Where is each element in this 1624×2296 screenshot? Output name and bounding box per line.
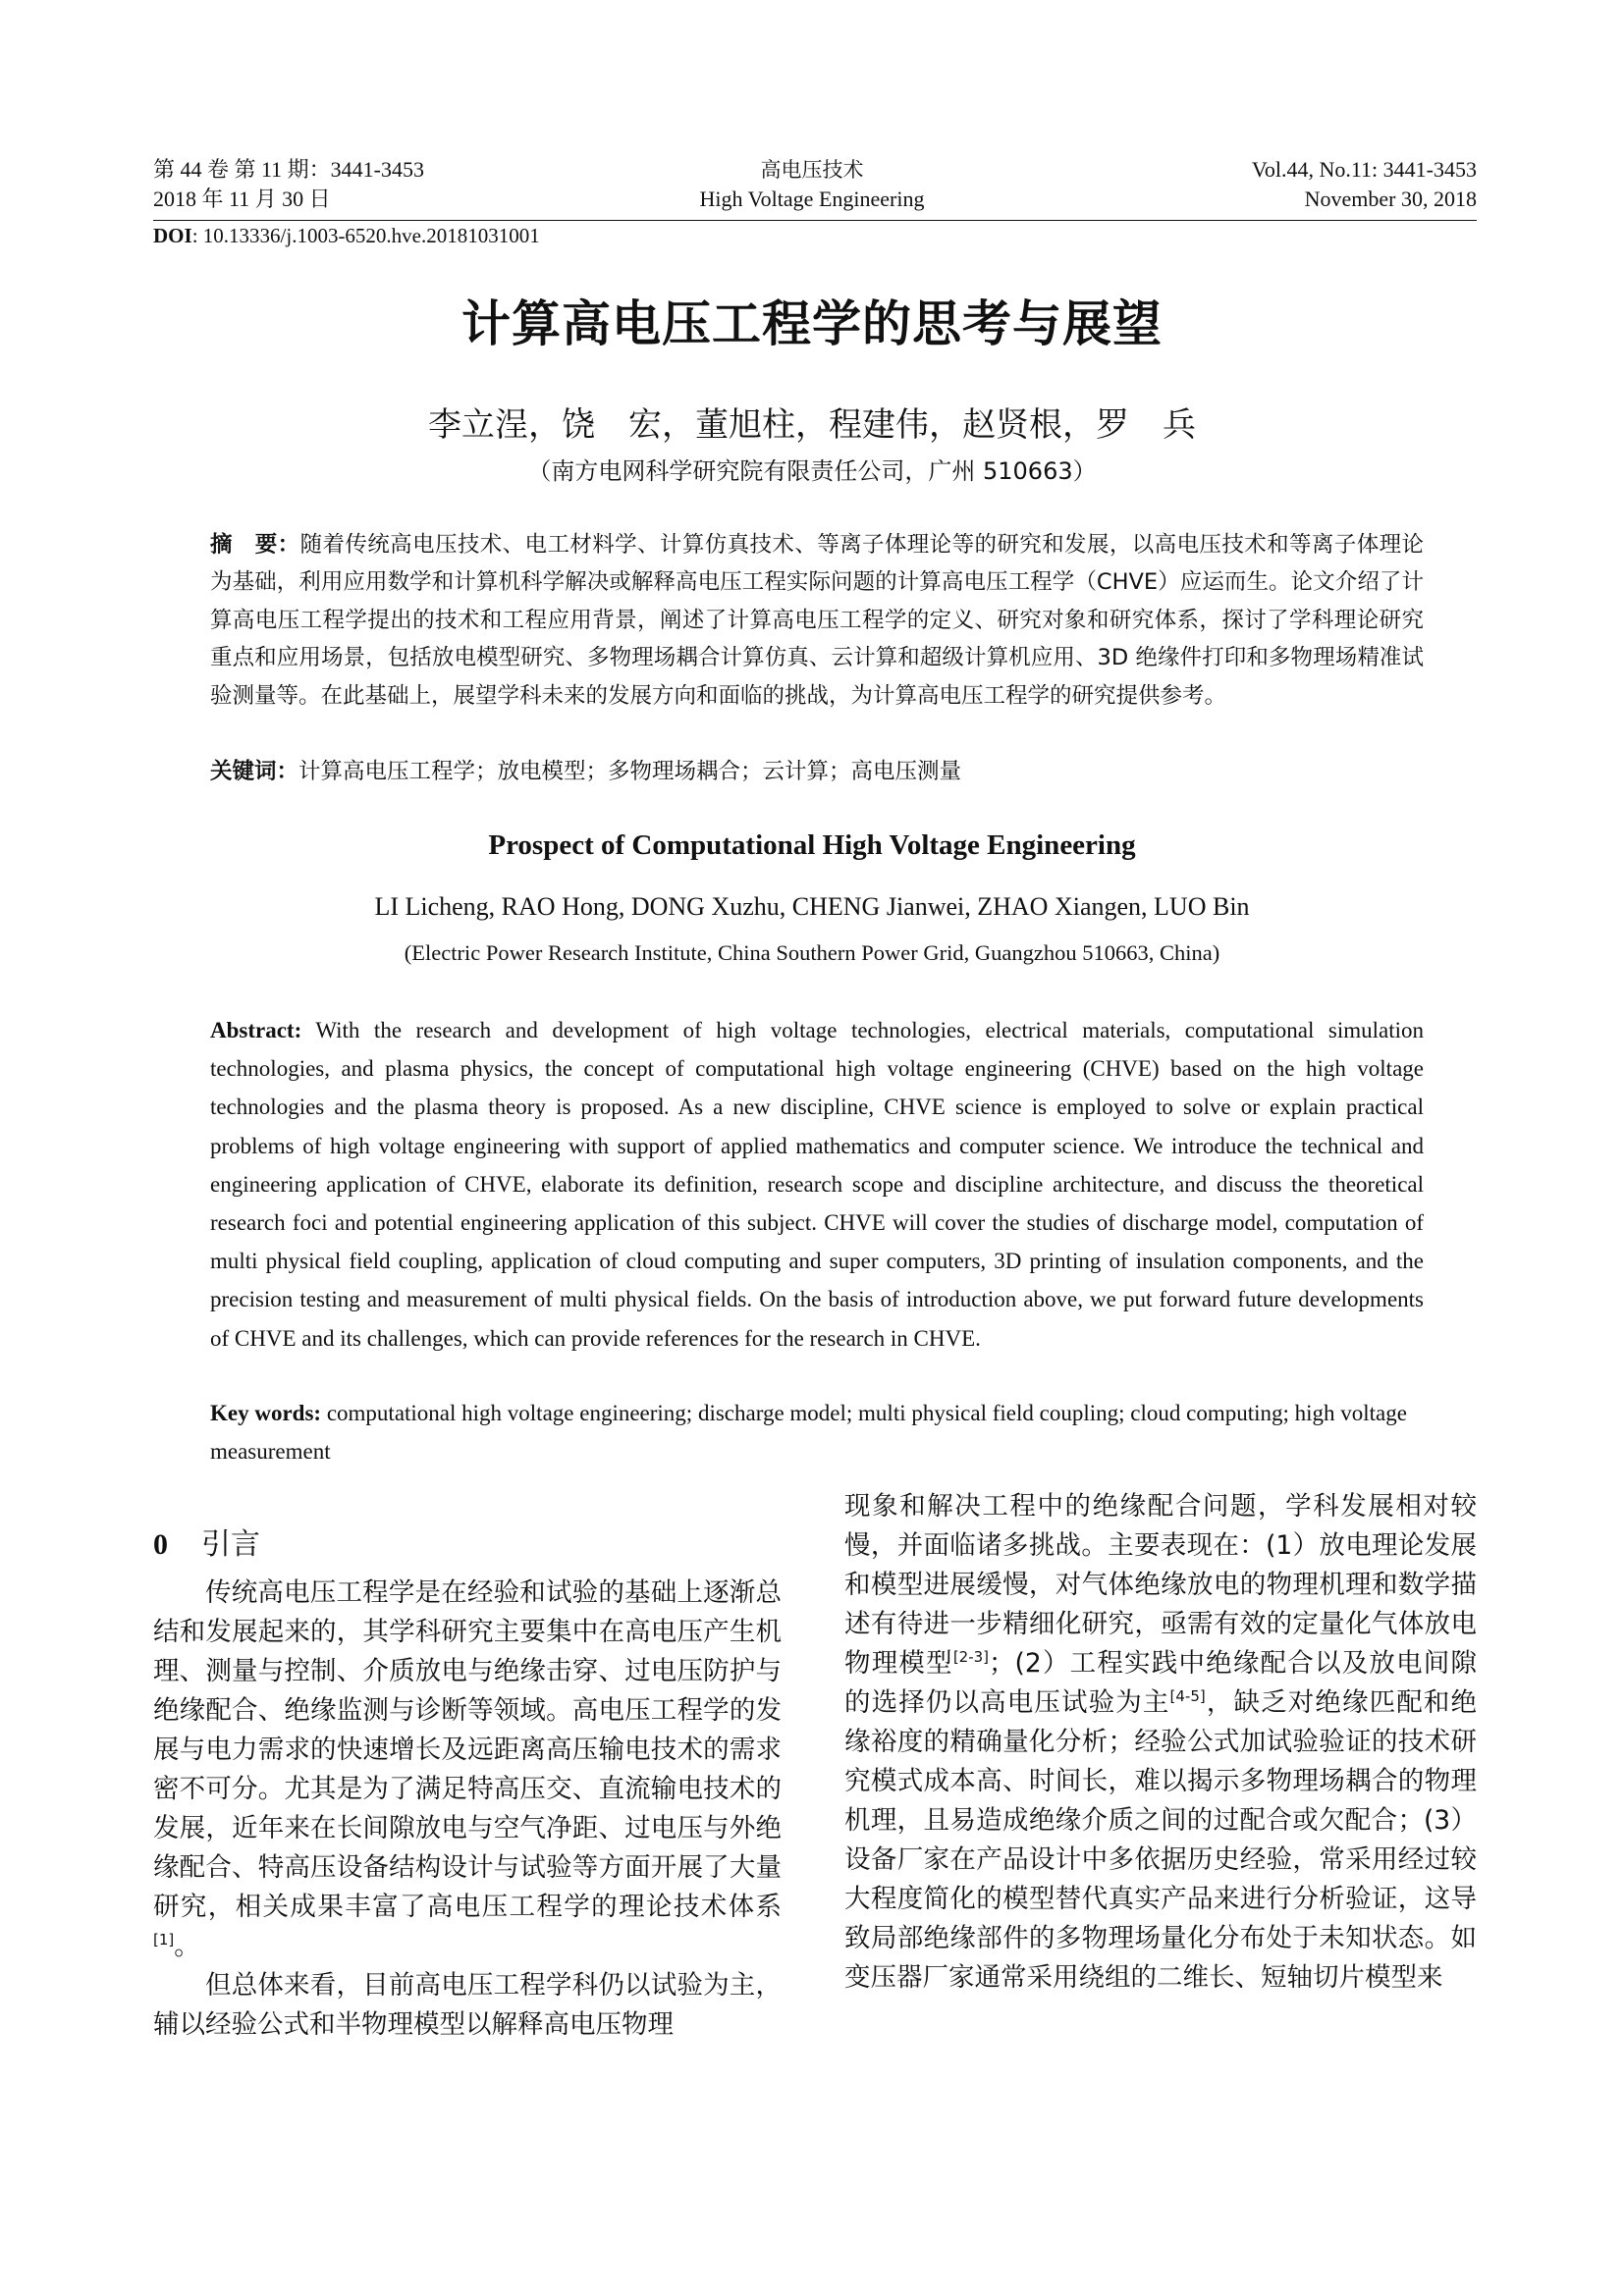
paragraph-text: ，缺乏对绝缘匹配和绝缘裕度的精确量化分析；经验公式加试验验证的技术研究模式成本高、时间长，难以揭示多物理场耦合的物理机理，且易造成绝缘介质之间的过配合或欠配合；(3）设备厂家在产品设计中多依据历史经验，常采用经过较大程度简化的模型替代真实产品来进行分析验证，这导致局部绝缘部件的多物理场量化分布处于未知状态。如变压器厂家通常采用绕组的二维长、短轴切片模型来 [844, 1687, 1478, 1993]
paper-title-cn: 计算高电压工程学的思考与展望 [461, 295, 1163, 352]
abstract-en-label: Abstract: [210, 1018, 302, 1042]
doi-value: : 10.13336/j.1003-6520.hve.20181031001 [191, 224, 540, 247]
paragraph-end: 。 [174, 1931, 200, 1961]
body-paragraph [153, 1966, 782, 2045]
paragraph-text: 传统高电压工程学是在经验和试验的基础上逐渐总结和发展起来的，其学科研究主要集中在高电压产生机理、测量与控制、介质放电与绝缘击穿、过电压防护与绝缘配合、绝缘监测与诊断等领域。高电压工程学的发展与电力需求的快速增长及远距离高压输电技术的需求密不可分。尤其是为了满足特高压交、直流输电技术的发展，近年来在长间隙放电与空气净距、过电压与外绝缘配合、特高压设备结构设计与试验等方面开展了大量研究，相关成果丰富了高电压工程学的理论技术体系 [153, 1577, 782, 1922]
abstract-cn-label: 摘 要： [210, 532, 300, 558]
abstract-cn [210, 526, 1424, 715]
body-paragraph [153, 1574, 782, 1966]
affiliation-en: (Electric Power Research Institute, China Southern Power Grid, Guangzhou 510663, China) [404, 940, 1220, 965]
section-heading [153, 1520, 260, 1563]
citation-ref[interactable]: [1] [153, 1931, 175, 1949]
keywords-cn [210, 753, 1424, 790]
abstract-en-text: With the research and development of high voltage technologies, electrical materials, computational simulation technologies, and plasma physics, the concept of computational high voltage engineering (CHVE) based on the high voltage technologies and the plasma theory is proposed. As a new discipline, CHVE science is employed to solve or explain practical problems of high voltage engineering with support of applied mathematics and computer science. We introduce the technical and engineering application of CHVE, elaborate its definition, research scope and discipline architecture, and discuss the theoretical research foci and potential engineering application of this subject. CHVE will cover the studies of discharge model, computation of multi physical field coupling, application of cloud computing and super computers, 3D printing of insulation components, and the precision testing and measurement of multi physical fields. On the basis of introduction above, we put forward future developments of CHVE and its challenges, which can provide references for the research in CHVE. [210, 1018, 1424, 1351]
abstract-cn-text: 随着传统高电压技术、电工材料学、计算仿真技术、等离子体理论等的研究和发展，以高电压技术和等离子体理论为基础，利用应用数学和计算机科学解决或解释高电压工程实际问题的计算高电压工程学（CHVE）应运而生。论文介绍了计算高电压工程学提出的技术和工程应用背景，阐述了计算高电压工程学的定义、研究对象和研究体系，探讨了学科理论研究重点和应用场景，包括放电模型研究、多物理场耦合计算仿真、云计算和超级计算机应用、3D 绝缘件打印和多物理场精准试验测量等。在此基础上，展望学科未来的发展方向和面临的挑战，为计算高电压工程学的研究提供参考。 [210, 532, 1424, 709]
publication-date-cn: 2018 年 11 月 30 日 [153, 187, 331, 211]
abstract-en [210, 1011, 1424, 1358]
journal-name-cn: 高电压技术 [760, 158, 864, 182]
keywords-en-text: computational high voltage engineering; discharge model; multi physical field coupling; cloud computing; high voltage measurement [210, 1401, 1407, 1464]
journal-name-en: High Voltage Engineering [699, 187, 925, 211]
citation-ref[interactable]: [4-5] [1169, 1687, 1206, 1706]
body-paragraph-continued [844, 1487, 1477, 1998]
keywords-en-label: Key words: [210, 1401, 322, 1425]
volume-issue-pages: 第 44 卷 第 11 期：3441-3453 [153, 157, 425, 182]
journal-volume-info-en [1252, 155, 1477, 214]
body-column-left [153, 1574, 782, 2045]
section-title: 引言 [201, 1527, 260, 1562]
paragraph-text: 现象和解决工程中的绝缘配合问题，学科发展相对较慢，并面临诸多挑战。主要表现在：(1）放电理论发展和模型进展缓慢，对气体绝缘放电的物理机理和数学描述有待进一步精细化研究，亟需有效的定量化气体放电物理模型 [844, 1491, 1477, 1679]
paragraph-text: ；(2）工程实践中绝缘配合以及放电间隙的选择仍以高电压试验为主 [844, 1648, 1478, 1718]
publication-date-en: November 30, 2018 [1304, 187, 1477, 211]
doi-label: DOI [153, 224, 192, 247]
citation-ref[interactable]: [2-3] [952, 1648, 990, 1667]
paragraph-text: 但总体来看，目前高电压工程学科仍以试验为主，辅以经验公式和半物理模型以解释高电压物理 [153, 1970, 782, 2040]
authors-en: LI Licheng, RAO Hong, DONG Xuzhu, CHENG Jianwei, ZHAO Xiangen, LUO Bin [374, 892, 1250, 921]
section-number: 0 [153, 1528, 168, 1561]
authors-cn: 李立浧，饶 宏，董旭柱，程建伟，赵贤根，罗 兵 [428, 405, 1196, 445]
doi-line [153, 224, 540, 248]
keywords-en [210, 1394, 1424, 1470]
affiliation-cn: （南方电网科学研究院有限责任公司，广州 510663） [527, 457, 1097, 485]
body-column-right [844, 1487, 1477, 1998]
volume-issue-pages-en: Vol.44, No.11: 3441-3453 [1251, 157, 1477, 182]
paper-title-en: Prospect of Computational High Voltage Engineering [488, 829, 1136, 861]
keywords-cn-label: 关键词： [210, 759, 299, 784]
keywords-cn-text: 计算高电压工程学；放电模型；多物理场耦合；云计算；高电压测量 [298, 759, 962, 784]
header-rule [153, 220, 1477, 221]
